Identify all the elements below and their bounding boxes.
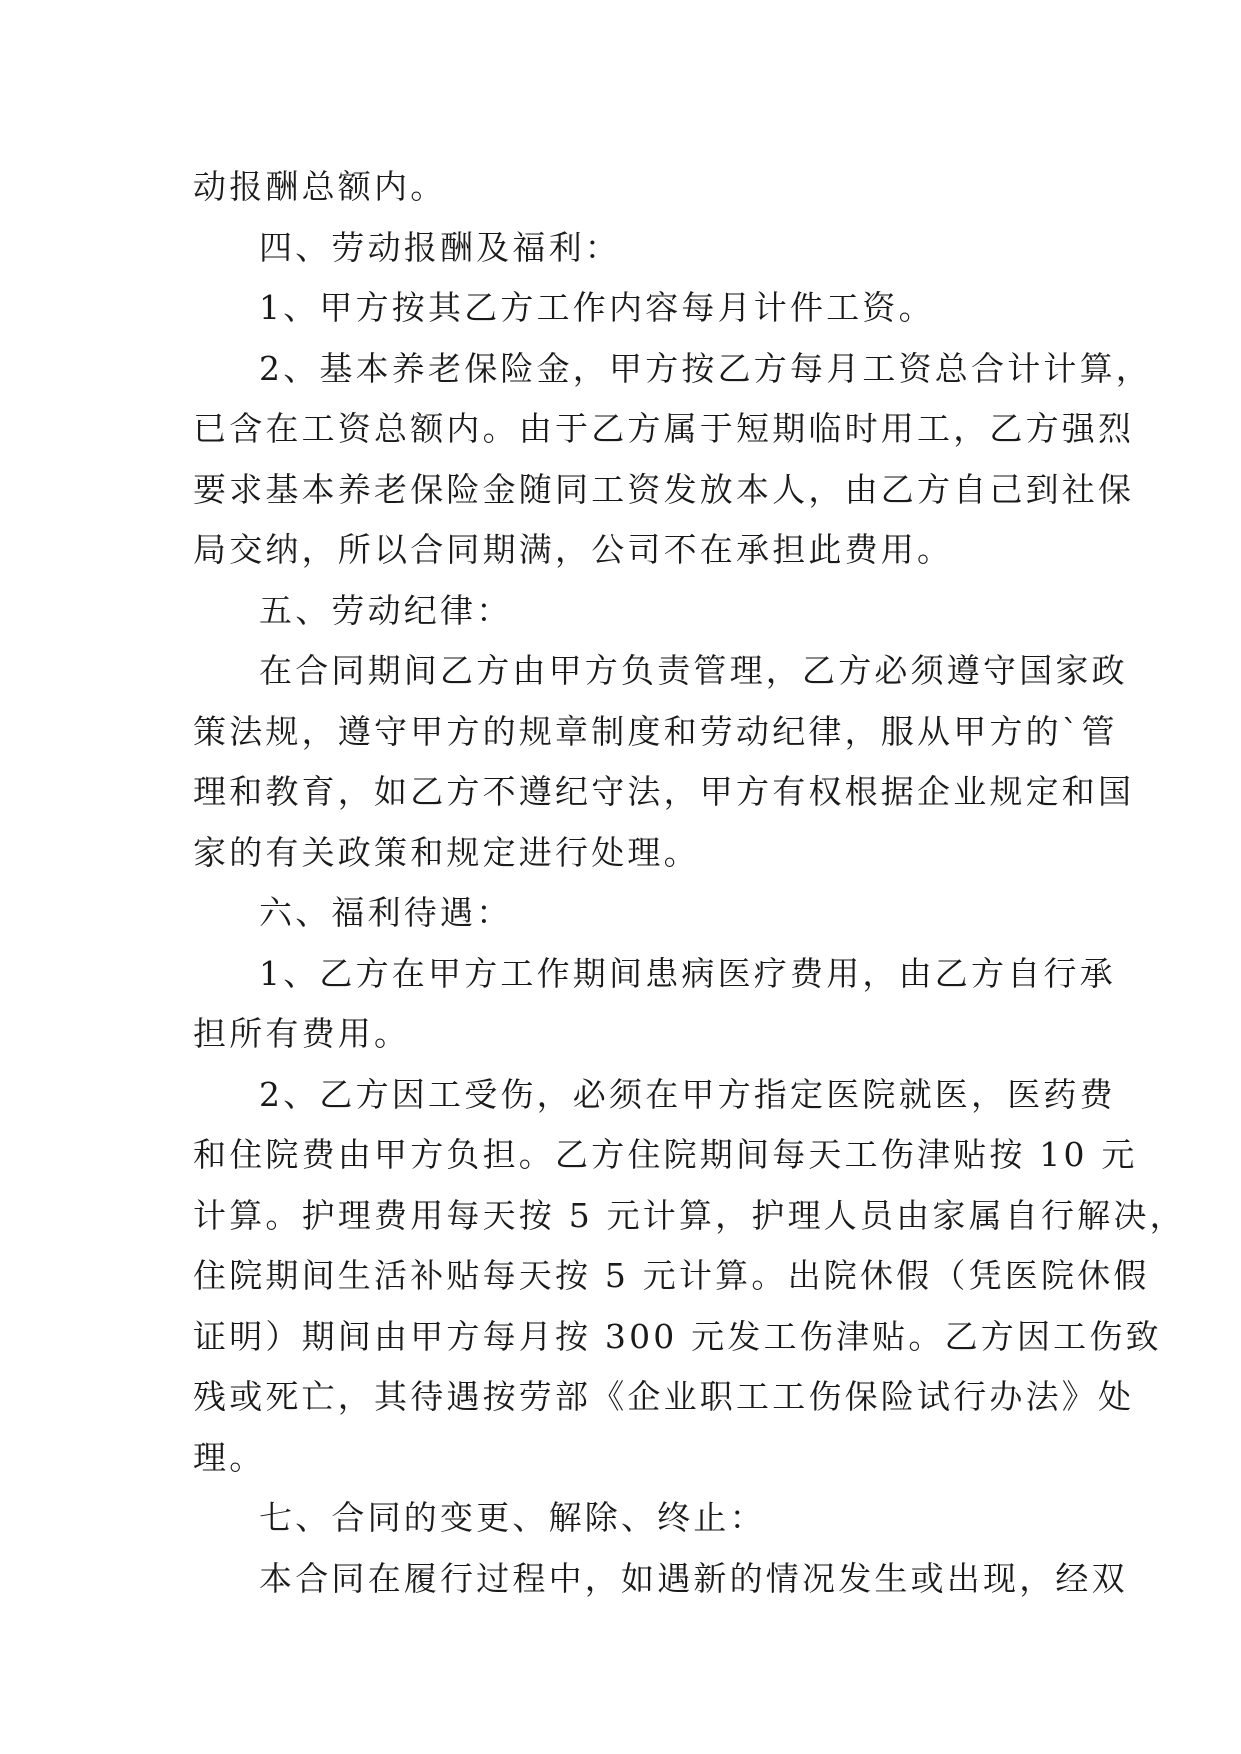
paragraph-line: 在合同期间乙方由甲方负责管理，乙方必须遵守国家政 bbox=[259, 651, 1128, 690]
paragraph-line: 已含在工资总额内。由于乙方属于短期临时用工，乙方强烈 bbox=[193, 409, 1135, 448]
paragraph-line: 理和教育，如乙方不遵纪守法，甲方有权根据企业规定和国 bbox=[193, 772, 1135, 811]
paragraph-line: 动报酬总额内。 bbox=[193, 167, 447, 206]
paragraph-line: 家的有关政策和规定进行处理。 bbox=[193, 832, 700, 872]
paragraph-line: 1、甲方按其乙方工作内容每月计件工资。 bbox=[259, 288, 935, 327]
paragraph-line: 局交纳，所以合同期满，公司不在承担此费用。 bbox=[193, 530, 954, 569]
paragraph-line: 2、基本养老保险金，甲方按乙方每月工资总合计计算， bbox=[259, 348, 1152, 388]
section-heading-four: 四、劳动报酬及福利： bbox=[259, 227, 621, 267]
paragraph-line: 2、乙方因工受伤，必须在甲方指定医院就医，医药费 bbox=[259, 1074, 1116, 1114]
paragraph-line: 住院期间生活补贴每天按 5 元计算。出院休假（凭医院休假 bbox=[193, 1256, 1150, 1295]
paragraph-line: 策法规，遵守甲方的规章制度和劳动纪律，服从甲方的`管 bbox=[193, 711, 1118, 751]
paragraph-line: 证明）期间由甲方每月按 300 元发工伤津贴。乙方因工伤致 bbox=[193, 1316, 1162, 1356]
paragraph-line: 计算。护理费用每天按 5 元计算，护理人员由家属自行解决， bbox=[193, 1195, 1186, 1235]
paragraph-line: 理。 bbox=[193, 1437, 266, 1477]
paragraph-line: 担所有费用。 bbox=[193, 1014, 411, 1053]
paragraph-line: 和住院费由甲方负担。乙方住院期间每天工伤津贴按 10 元 bbox=[193, 1135, 1138, 1174]
paragraph-line: 1、乙方在甲方工作期间患病医疗费用，由乙方自行承 bbox=[259, 953, 1116, 993]
section-heading-five: 五、劳动纪律： bbox=[259, 590, 513, 630]
paragraph-line: 本合同在履行过程中，如遇新的情况发生或出现，经双 bbox=[259, 1558, 1128, 1598]
paragraph-line: 要求基本养老保险金随同工资发放本人，由乙方自己到社保 bbox=[193, 469, 1135, 509]
document-body bbox=[193, 157, 1186, 1609]
paragraph-line: 残或死亡，其待遇按劳部《企业职工工伤保险试行办法》处 bbox=[193, 1377, 1135, 1416]
section-heading-six: 六、福利待遇： bbox=[259, 893, 513, 932]
section-heading-seven: 七、合同的变更、解除、终止： bbox=[259, 1498, 766, 1537]
